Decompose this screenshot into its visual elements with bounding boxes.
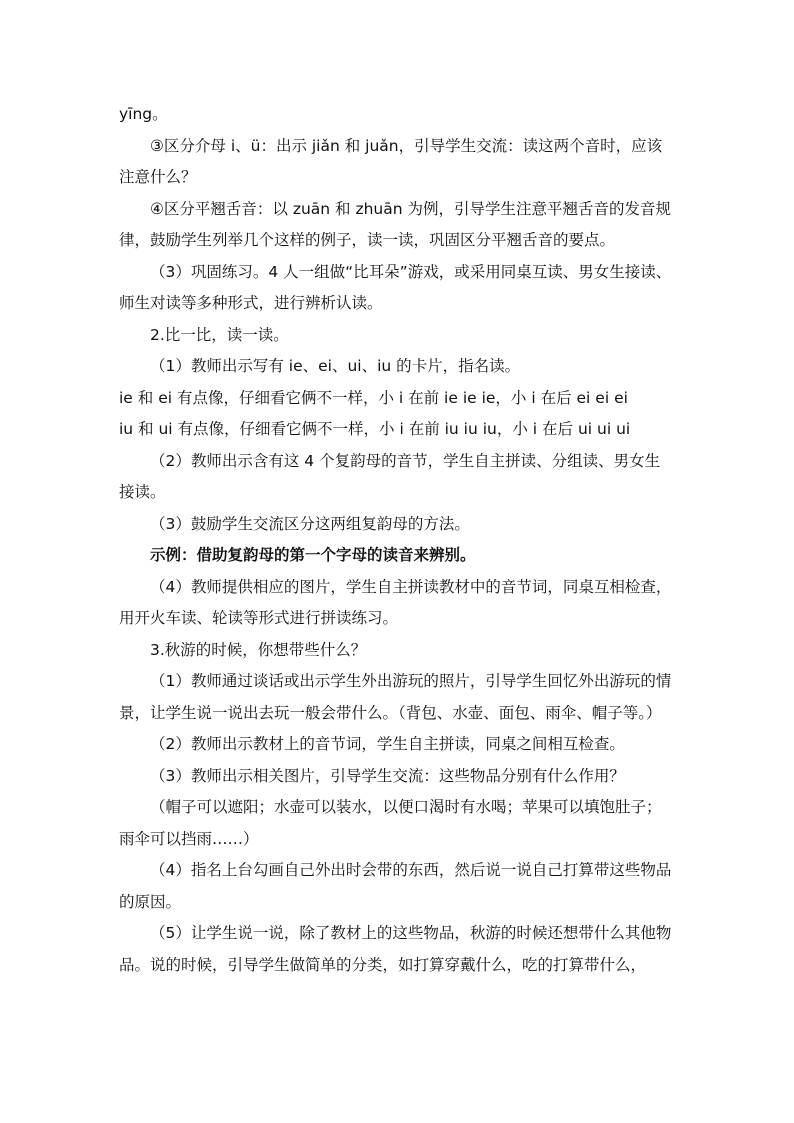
paragraph-discuss-method: （3）鼓励学生交流区分这两组复韵母的方法。 [150,514,470,533]
paragraph-practice: （3）巩固练习。4 人一组做“比耳朵”游戏，或采用同桌互读、男女生接读、师生对读等多种形式，进行辨析认读。 [119,262,672,312]
paragraph-syllable-words: （2）教师出示教材上的音节词，学生自主拼读，同桌之间相互检查。 [150,735,625,753]
paragraph-pictures: （4）教师提供相应的图片，学生自主拼读教材中的音节词，同桌互相检查，用开火车读、轮读等形式进行拼读练习。 [119,577,672,627]
paragraph-distinguish-retroflex: ④区分平翘舌音：以 zuān 和 zhuān 为例，引导学生注意平翘舌音的发音规律，鼓励学生列举几个这样的例子，读一读，巩固区分平翘舌音的要点。 [119,199,671,249]
section-heading-autumn-trip: 3.秋游的时候，你想带些什么？ [150,640,367,659]
example-note: 示例：借助复韵母的第一个字母的读音来辨别。 [150,546,476,564]
paragraph-continuation: yīng。 [119,105,168,123]
paragraph-item-use: （3）教师出示相关图片，引导学生交流：这些物品分别有什么作用？ [150,766,625,785]
paragraph-recall-trip: （1）教师通过谈话或出示学生外出游玩的照片，引导学生回忆外出游玩的情景，让学生说一说出去玩一般会带什么。（背包、水壶、面包、雨伞、帽子等。） [119,672,672,722]
rhyme-line-ie-ei: ie 和 ei 有点像，仔细看它俩不一样，小 i 在前 ie ie ie，小 i 在后 ei ei ei [119,388,628,407]
paragraph-item-examples: （帽子可以遮阳；水壶可以装水，以便口渴时有水喝；苹果可以填饱肚子；雨伞可以挡雨……） [119,798,662,848]
section-heading-compare: 2.比一比，读一读。 [150,325,289,344]
document-body [119,99,675,981]
rhyme-line-iu-ui: iu 和 ui 有点像，仔细看它俩不一样，小 i 在前 iu iu iu，小 i 在后 ui ui ui [119,420,631,438]
paragraph-other-items: （5）让学生说一说，除了教材上的这些物品，秋游的时候还想带什么其他物品。说的时候，引导学生做简单的分类，如打算穿戴什么，吃的打算带什么， [119,924,672,974]
paragraph-cards: （1）教师出示写有 ie、ei、ui、iu 的卡片，指名读。 [150,357,521,375]
paragraph-syllables: （2）教师出示含有这 4 个复韵母的音节，学生自主拼读、分组读、男女生接读。 [119,451,661,501]
paragraph-distinguish-medials: ③区分介母 i、ü：出示 jiǎn 和 juǎn，引导学生交流：读这两个音时，应该注意什么？ [119,136,663,186]
paragraph-mark-items: （4）指名上台勾画自己外出时会带的东西，然后说一说自己打算带这些物品的原因。 [119,861,672,911]
